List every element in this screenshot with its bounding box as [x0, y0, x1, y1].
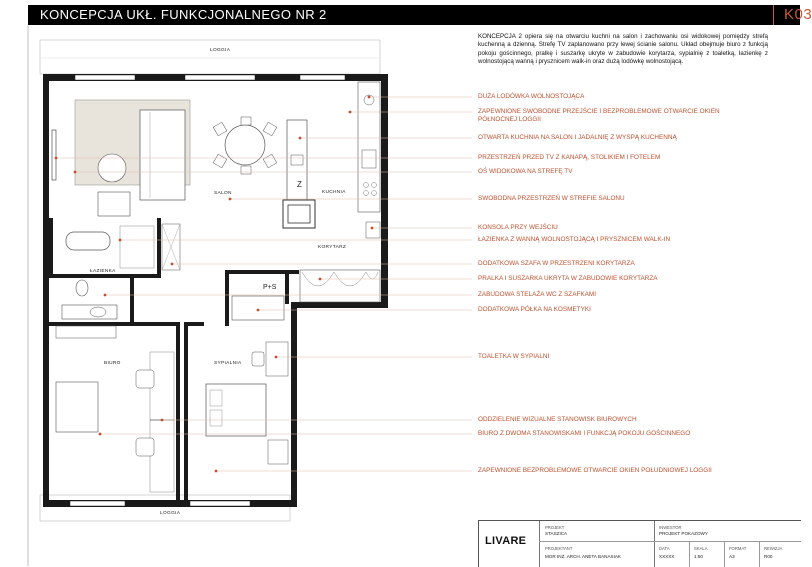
callout-5: OŚ WIDOKOWA NA STREFĘ TV	[478, 168, 573, 175]
callout-11: ZABUDOWA STELAŻA WC Z SZAFKAMI	[478, 291, 597, 298]
bedroom-wardrobe	[268, 440, 288, 464]
bathtub	[66, 232, 110, 250]
sheet-code: K03	[784, 6, 812, 23]
toilet	[76, 280, 88, 296]
dressing-table	[266, 342, 288, 376]
callout-15: BIURO Z DWOMA STANOWISKAMI I FUNKCJĄ POKOJU GOŚCINNEGO	[478, 430, 691, 437]
callout-9: DODATKOWA SZAFA W PRZESTRZENI KORYTARZA	[478, 260, 635, 267]
callout-10: PRALKA I SUSZARKA UKRYTA W ZABUDOWIE KORYTARZA	[478, 275, 658, 282]
callout-7: KONSOLA PRZY WEJŚCIU	[478, 224, 558, 231]
label-loggia-north: LOGGIA	[210, 48, 231, 53]
data-value: XXXXX	[659, 554, 675, 559]
office-chair	[136, 370, 154, 388]
projekt-value: STASZICA	[545, 531, 568, 536]
loggia-north	[40, 40, 380, 74]
callout-2: ZAPEWNIONE SWOBODNE PRZEJŚCIE I BEZPROBLEMOWE OTWARCIE OKIEN PÓŁNOCNEJ LOGGII	[478, 108, 720, 123]
office-chair-2	[136, 438, 154, 456]
callout-14: ODDZIELENIE WIZUALNE STANOWISK BIUROWYCH	[478, 416, 637, 423]
page-title: KONCEPCJA UKŁ. FUNKCJONALNEGO NR 2	[40, 7, 327, 22]
washbasin-counter	[62, 305, 117, 319]
callout-8: ŁAZIENKA Z WANNĄ WOLNOSTOJĄCĄ I PRYSZNICEM WALK-IN	[478, 236, 671, 243]
format-label: FORMAT	[729, 546, 747, 551]
guest-sofa	[56, 382, 98, 432]
rewizja-value: R00	[764, 554, 773, 559]
office-wardrobe	[56, 326, 116, 338]
entry-console	[366, 222, 380, 238]
callout-16: ZAPEWNIONE BEZPROBLEMOWE OTWARCIE OKIEN POŁUDNIOWEJ LOGGII	[478, 467, 712, 474]
format-value: A3	[729, 554, 735, 559]
projektant-label: PROJEKTANT	[545, 546, 573, 551]
label-lazienka: ŁAZIENKA	[90, 269, 116, 274]
label-biuro: BIURO	[104, 361, 121, 366]
laundry-mark: P+S	[263, 284, 277, 291]
dining-table	[225, 125, 265, 165]
label-salon: SALON	[214, 191, 232, 196]
rewizja-label: REWIZJA	[764, 546, 783, 551]
loggia-south	[40, 495, 290, 521]
projektant-value: MGR INŻ. ARCH. ANETA BANASIAK	[545, 554, 621, 559]
label-korytarz: KORYTARZ	[318, 245, 347, 250]
walk-in-shower	[120, 226, 154, 268]
label-sypialnia: SYPIALNIA	[214, 361, 242, 366]
projekt-label: PROJEKT	[545, 525, 565, 530]
concept-description: KONCEPCJA 2 opiera się na otwarciu kuchni na salon i zachowaniu osi widokowej pomiędzy strefą kuchenną a dzienną. Strefę TV zaplanowano przy lewej ścianie salonu. Układ obejmuje biuro z funkcją pokoju gościnnego, pralkę i suszarkę ukryte w zabudowie korytarza, sypialnię z toaletką, łazienkę z wolnostojącą wanną i prysznicem walk-in oraz dużą lodówkę wolnostojącą.	[478, 33, 768, 65]
inwestor-value: PROJEKT POKAZOWY	[659, 531, 708, 536]
tv-unit	[52, 130, 56, 180]
company-logo: LIVARE	[485, 535, 527, 547]
shelf-unit	[232, 296, 284, 320]
callout-4: PRZESTRZEŃ PRZED TV Z KANAPĄ, STOLIKIEM I FOTELEM	[478, 154, 661, 161]
callout-13: TOALETKA W SYPIALNI	[478, 353, 550, 360]
skala-value: 1:50	[694, 554, 703, 559]
label-loggia-south: LOGGIA	[160, 511, 181, 516]
fridge-mark: Z	[297, 180, 302, 189]
inwestor-label: INWESTOR	[659, 525, 682, 530]
armchair	[98, 192, 130, 216]
data-label: DATA	[659, 546, 670, 551]
title-block	[478, 520, 801, 567]
corridor-cabinets	[300, 270, 380, 302]
callout-6: SWOBODNA PRZESTRZEŃ W STREFIE SALONU	[478, 195, 625, 202]
sofa	[140, 110, 185, 200]
callout-12: DODATKOWA PÓŁKA NA KOSMETYKI	[478, 306, 591, 313]
callout-3: OTWARTA KUCHNIA NA SALON I JADALNIĘ Z WYSPĄ KUCHENNĄ	[478, 134, 677, 141]
label-kuchnia: KUCHNIA	[322, 190, 346, 195]
skala-label: SKALA	[694, 546, 708, 551]
callout-1: DUŻA LODÓWKA WOLNOSTOJĄCA	[478, 93, 585, 100]
